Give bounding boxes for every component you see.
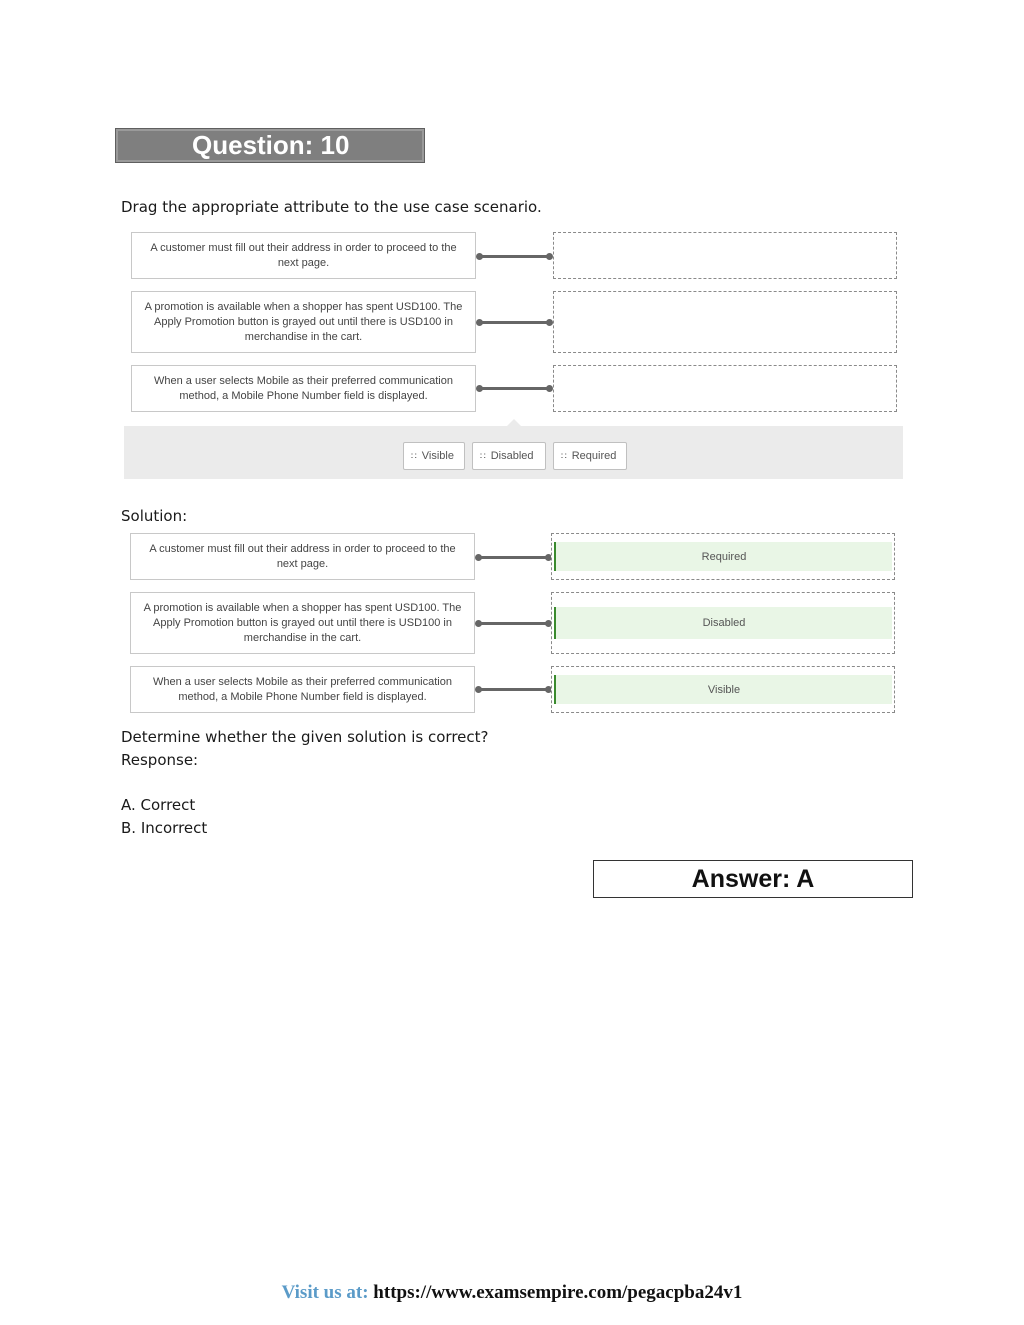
drag-handle-icon: ∷ bbox=[480, 450, 485, 461]
determine-text: Determine whether the given solution is correct? bbox=[121, 728, 489, 746]
connector-dot bbox=[546, 319, 553, 326]
connector-line bbox=[478, 688, 549, 691]
solution-answer: Disabled bbox=[554, 607, 892, 639]
answer-box bbox=[593, 860, 913, 898]
solution-drop-target bbox=[551, 666, 895, 713]
scenario-card: When a user selects Mobile as their preferred communication method, a Mobile Phone Number field is displayed. bbox=[131, 365, 476, 412]
option-visible-chip[interactable] bbox=[403, 442, 465, 470]
solution-scenario-card: When a user selects Mobile as their preferred communication method, a Mobile Phone Number field is displayed. bbox=[130, 666, 475, 713]
option-disabled-chip[interactable] bbox=[472, 442, 546, 470]
option-label: Required bbox=[571, 450, 617, 462]
option-label: Disabled bbox=[490, 450, 534, 462]
scenario-card: A customer must fill out their address in order to proceed to the next page. bbox=[131, 232, 476, 279]
solution-label: Solution: bbox=[121, 507, 188, 525]
connector-dot bbox=[475, 686, 482, 693]
drag-handle-icon: ∷ bbox=[411, 450, 416, 461]
option-required-chip[interactable] bbox=[553, 442, 627, 470]
connector-dot bbox=[476, 319, 483, 326]
drop-target[interactable] bbox=[553, 291, 897, 353]
connector-dot bbox=[546, 253, 553, 260]
solution-scenario-card: A promotion is available when a shopper has spent USD100. The Apply Promotion button is grayed out until there is USD100 in merchandise in the cart. bbox=[130, 592, 475, 654]
response-label: Response: bbox=[121, 751, 199, 769]
connector-dot bbox=[475, 620, 482, 627]
question-title: Question: 10 bbox=[192, 130, 350, 160]
choice-a: A. Correct bbox=[121, 796, 196, 814]
scenario-card: A promotion is available when a shopper has spent USD100. The Apply Promotion button is grayed out until there is USD100 in merchandise in the cart. bbox=[131, 291, 476, 353]
solution-answer: Visible bbox=[554, 675, 892, 704]
connector-line bbox=[478, 556, 549, 559]
connector-dot bbox=[476, 253, 483, 260]
connector-line bbox=[479, 255, 550, 258]
solution-drop-target bbox=[551, 533, 895, 580]
drop-target[interactable] bbox=[553, 232, 897, 279]
option-label: Visible bbox=[421, 450, 454, 462]
connector-line bbox=[479, 387, 550, 390]
footer-url[interactable]: https://www.examsempire.com/pegacpba24v1 bbox=[373, 1282, 743, 1303]
footer-lead: Visit us at: bbox=[281, 1282, 369, 1303]
drop-target[interactable] bbox=[553, 365, 897, 412]
footer bbox=[0, 1282, 1024, 1304]
question-prompt: Drag the appropriate attribute to the use case scenario. bbox=[121, 198, 542, 216]
connector-line bbox=[478, 622, 549, 625]
solution-drop-target bbox=[551, 592, 895, 654]
drag-handle-icon: ∷ bbox=[561, 450, 566, 461]
solution-answer: Required bbox=[554, 542, 892, 571]
connector-dot bbox=[475, 554, 482, 561]
connector-line bbox=[479, 321, 550, 324]
solution-scenario-card: A customer must fill out their address in order to proceed to the next page. bbox=[130, 533, 475, 580]
connector-dot bbox=[476, 385, 483, 392]
connector-dot bbox=[546, 385, 553, 392]
choice-b: B. Incorrect bbox=[121, 819, 208, 837]
answer-text: Answer: A bbox=[691, 865, 815, 893]
question-title-banner bbox=[115, 128, 425, 163]
